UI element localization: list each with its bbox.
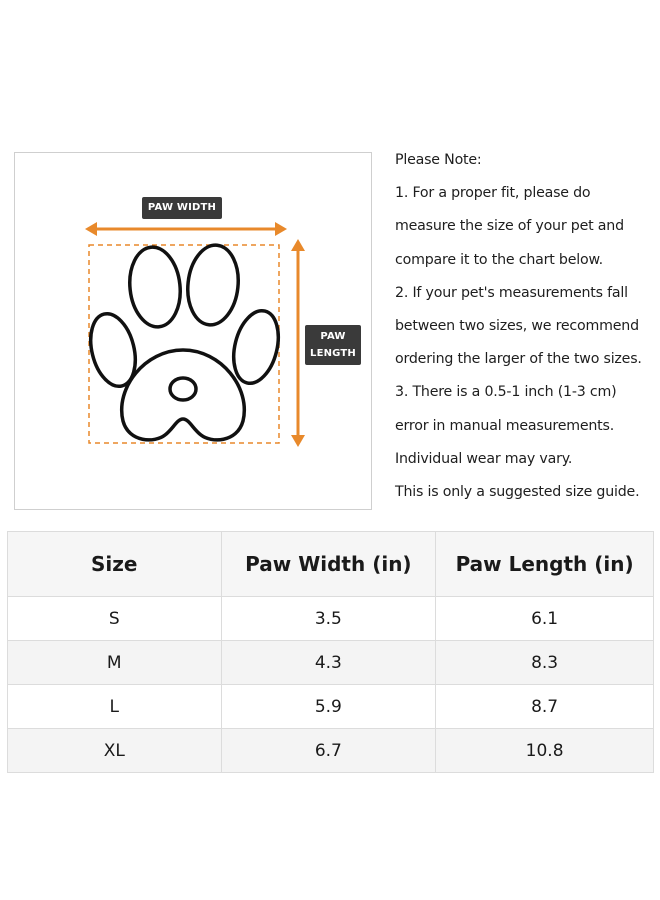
note-line: between two sizes, we recommend (395, 318, 639, 335)
notes-panel (395, 144, 660, 509)
table-header-row (8, 532, 654, 597)
cell-width: 4.3 (221, 641, 436, 685)
cell-length: 8.3 (436, 641, 654, 685)
note-line: 1. For a proper fit, please do (395, 185, 591, 202)
cell-length: 10.8 (436, 729, 654, 773)
size-chart-table (7, 531, 654, 773)
paw-diagram (14, 152, 372, 510)
note-line: 2. If your pet's measurements fall (395, 284, 628, 301)
paw-length-label (305, 325, 361, 365)
width-arrow (85, 222, 287, 236)
header-size: Size (8, 532, 222, 597)
note-line: compare it to the chart below. (395, 251, 603, 268)
paw-length-label-line2: LENGTH (310, 348, 356, 359)
cell-length: 6.1 (436, 597, 654, 641)
paw-icon (84, 243, 286, 440)
note-line: This is only a suggested size guide. (395, 484, 640, 501)
note-line: ordering the larger of the two sizes. (395, 351, 642, 368)
cell-size: XL (8, 729, 222, 773)
notes-title: Please Note: (395, 152, 482, 168)
paw-width-label: PAW WIDTH (142, 197, 222, 219)
paw-length-label-line1: PAW (320, 331, 346, 342)
cell-size: L (8, 685, 222, 729)
table-row (8, 597, 654, 641)
note-line: error in manual measurements. (395, 417, 615, 434)
table-row (8, 641, 654, 685)
cell-width: 5.9 (221, 685, 436, 729)
cell-length: 8.7 (436, 685, 654, 729)
length-arrow (291, 239, 305, 447)
cell-width: 3.5 (221, 597, 436, 641)
note-line: Individual wear may vary. (395, 450, 573, 467)
table-row (8, 729, 654, 773)
header-paw-length: Paw Length (in) (436, 532, 654, 597)
cell-size: S (8, 597, 222, 641)
measure-box (89, 245, 279, 443)
header-paw-width: Paw Width (in) (221, 532, 436, 597)
table-row (8, 685, 654, 729)
cell-size: M (8, 641, 222, 685)
note-line: 3. There is a 0.5-1 inch (1-3 cm) (395, 384, 617, 401)
cell-width: 6.7 (221, 729, 436, 773)
note-line: measure the size of your pet and (395, 218, 624, 235)
